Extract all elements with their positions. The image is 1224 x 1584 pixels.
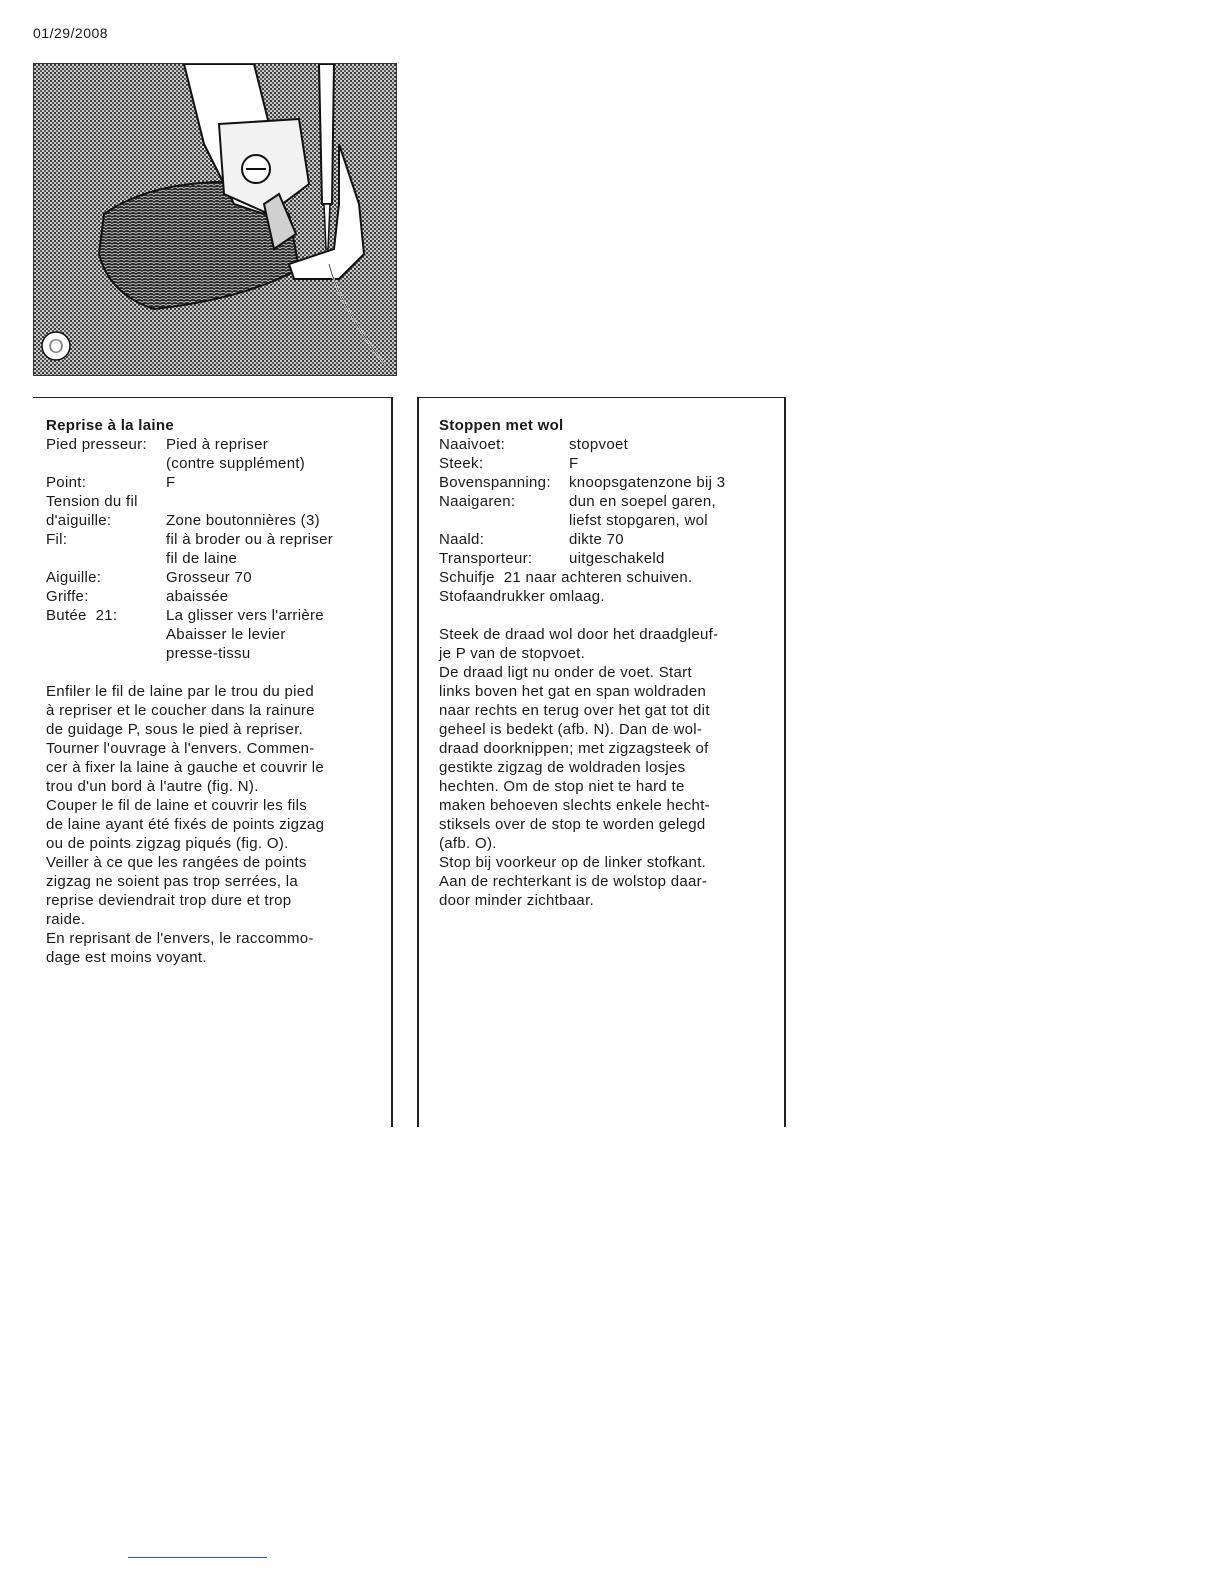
instructions-nl: Steek de draad wol door het draadgleuf- je P van de stopvoet. De draad ligt nu onder de voet. Start links boven het gat en span woldraden naar rechts en terug over het gat tot dit geheel is bedekt (afb. N). Dan de wol- draad doorknippen; met zigzagsteek of gestikte zigzag de woldraden losjes hechten. Om de stop niet te hard te maken behoeven slechts enkele hecht- stiksels over de stop te worden gelegd (afb. O). Stop bij voorkeur op de linker stofkant. Aan de rechterkant is de wolstop daar- door minder zichtbaar. [439,626,719,909]
darning-illustration [33,63,397,376]
section-title-fr: Reprise à la laine [46,417,174,434]
spec-row: Transporteur: uitgeschakeld [439,550,665,567]
spec-row: Steek: F [439,455,579,472]
instruction-line: Stofaandrukker omlaag. [439,588,605,605]
spec-row: Aiguille: Grosseur 70 [46,569,252,586]
spec-row: Griffe: abaissée [46,588,229,605]
spec-row: Naald: dikte 70 [439,531,624,548]
spec-row: Tension du fil [46,493,138,510]
document-date: 01/29/2008 [33,25,109,41]
french-column [33,397,393,1127]
dutch-column [417,397,786,1127]
spec-row: Naaivoet: stopvoet [439,436,629,453]
spec-row: Naaigaren: dun en soepel garen, liefst stopgaren, wol [439,493,716,529]
instruction-line: Schuifje 21 naar achteren schuiven. [439,569,693,586]
footer-link-line [128,1557,267,1558]
spec-row: Point: F [46,474,176,491]
spec-row: Pied presseur: Pied à repriser (contre supplément) [46,436,306,472]
spec-row: Bovenspanning: knoopsgatenzone bij 3 [439,474,726,491]
sewing-machine-figure [34,64,396,375]
spec-row: Fil: fil à broder ou à repriser fil de laine [46,531,334,567]
figure-label: O [48,336,64,358]
section-title-nl: Stoppen met wol [439,417,564,434]
spec-row: Butée 21: La glisser vers l'arrière Abaisser le levier presse-tissu [46,607,324,662]
instructions-fr: Enfiler le fil de laine par le trou du pied à repriser et le coucher dans la rainure de guidage P, sous le pied à repriser. Tourner l'ouvrage à l'envers. Commen- cer à fixer la laine à gauche et couvrir le trou d'un bord à l'autre (fig. N). Couper le fil de laine et couvrir les fils de laine ayant été fixés de points zigzag ou de points zigzag piqués (fig. O). Veiller à ce que les rangées de points zigzag ne soient pas trop serrées, la reprise deviendrait trop dure et trop raide. En reprisant de l'envers, le raccommo- dage est moins voyant. [46,683,325,966]
spec-row: d'aiguille: Zone boutonnières (3) [46,512,320,529]
